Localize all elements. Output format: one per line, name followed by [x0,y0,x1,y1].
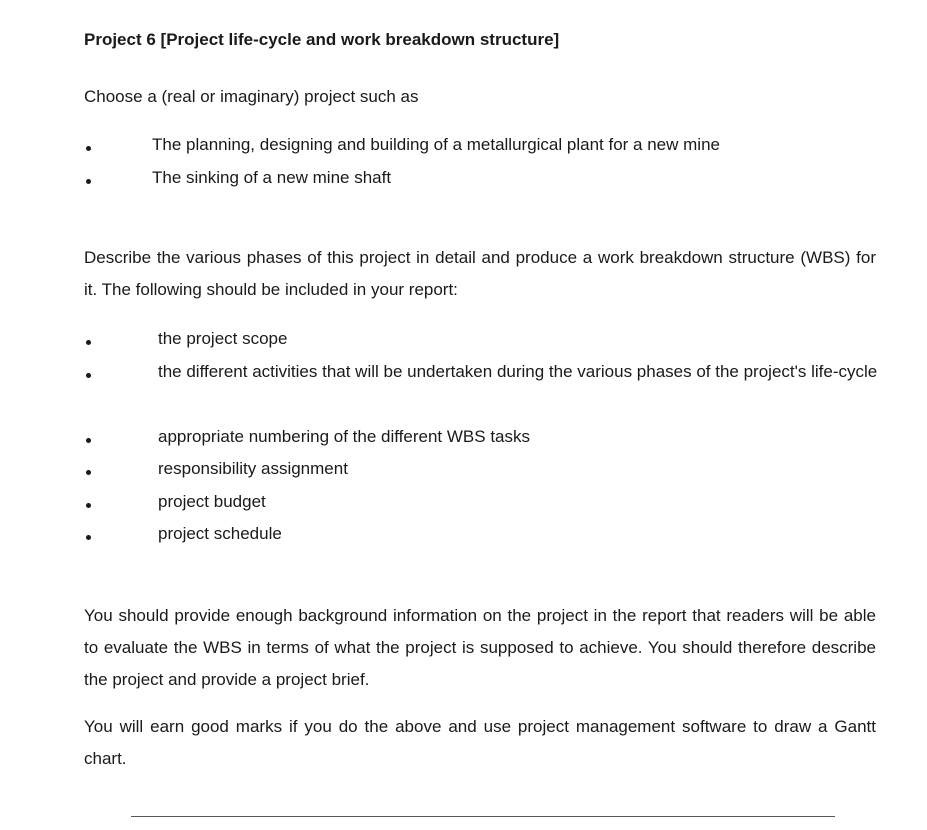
page-title: Project 6 [Project life-cycle and work breakdown structure] [84,30,560,49]
bullet-icon [86,340,91,345]
list-item [0,167,927,200]
bullet-icon [86,470,91,475]
list-item-text: the different activities that will be undertaken during the various phases of the project's life-cycle [158,361,878,381]
example-projects-list [0,134,927,199]
list-item-text: project schedule [158,524,282,543]
list-item-text: project budget [158,491,266,511]
list-item [0,134,927,167]
list-item [0,458,927,491]
footnote-divider [131,816,835,817]
bullet-icon [86,503,91,508]
list-item-text: The planning, designing and building of a metallurgical plant for a new mine [152,135,720,154]
list-item-text: The sinking of a new mine shaft [152,167,392,187]
bullet-icon [86,373,91,378]
report-items-list [0,328,927,556]
describe-paragraph: Describe the various phases of this project in detail and produce a work breakdown structure (WBS) for it. The following should be included in your report: [84,248,876,299]
bullet-icon [86,179,91,184]
list-item-text: appropriate numbering of the different WBS tasks [158,426,530,446]
bullet-icon [86,438,91,443]
list-item [0,491,927,524]
list-item [0,361,927,426]
list-item-text: the project scope [158,329,288,348]
list-item-text: responsibility assignment [158,459,348,478]
bullet-icon [86,535,91,540]
list-item [0,523,927,556]
marks-paragraph: You will earn good marks if you do the above and use project management software to draw a Gantt chart. [84,717,876,768]
intro-text: Choose a (real or imaginary) project such as [84,87,419,106]
bullet-icon [86,146,91,151]
list-item [0,426,927,459]
background-paragraph: You should provide enough background information on the project in the report that readers will be able to evaluate the WBS in terms of what the project is supposed to achieve. You should therefore describe the project and provide a project brief. [84,606,876,689]
